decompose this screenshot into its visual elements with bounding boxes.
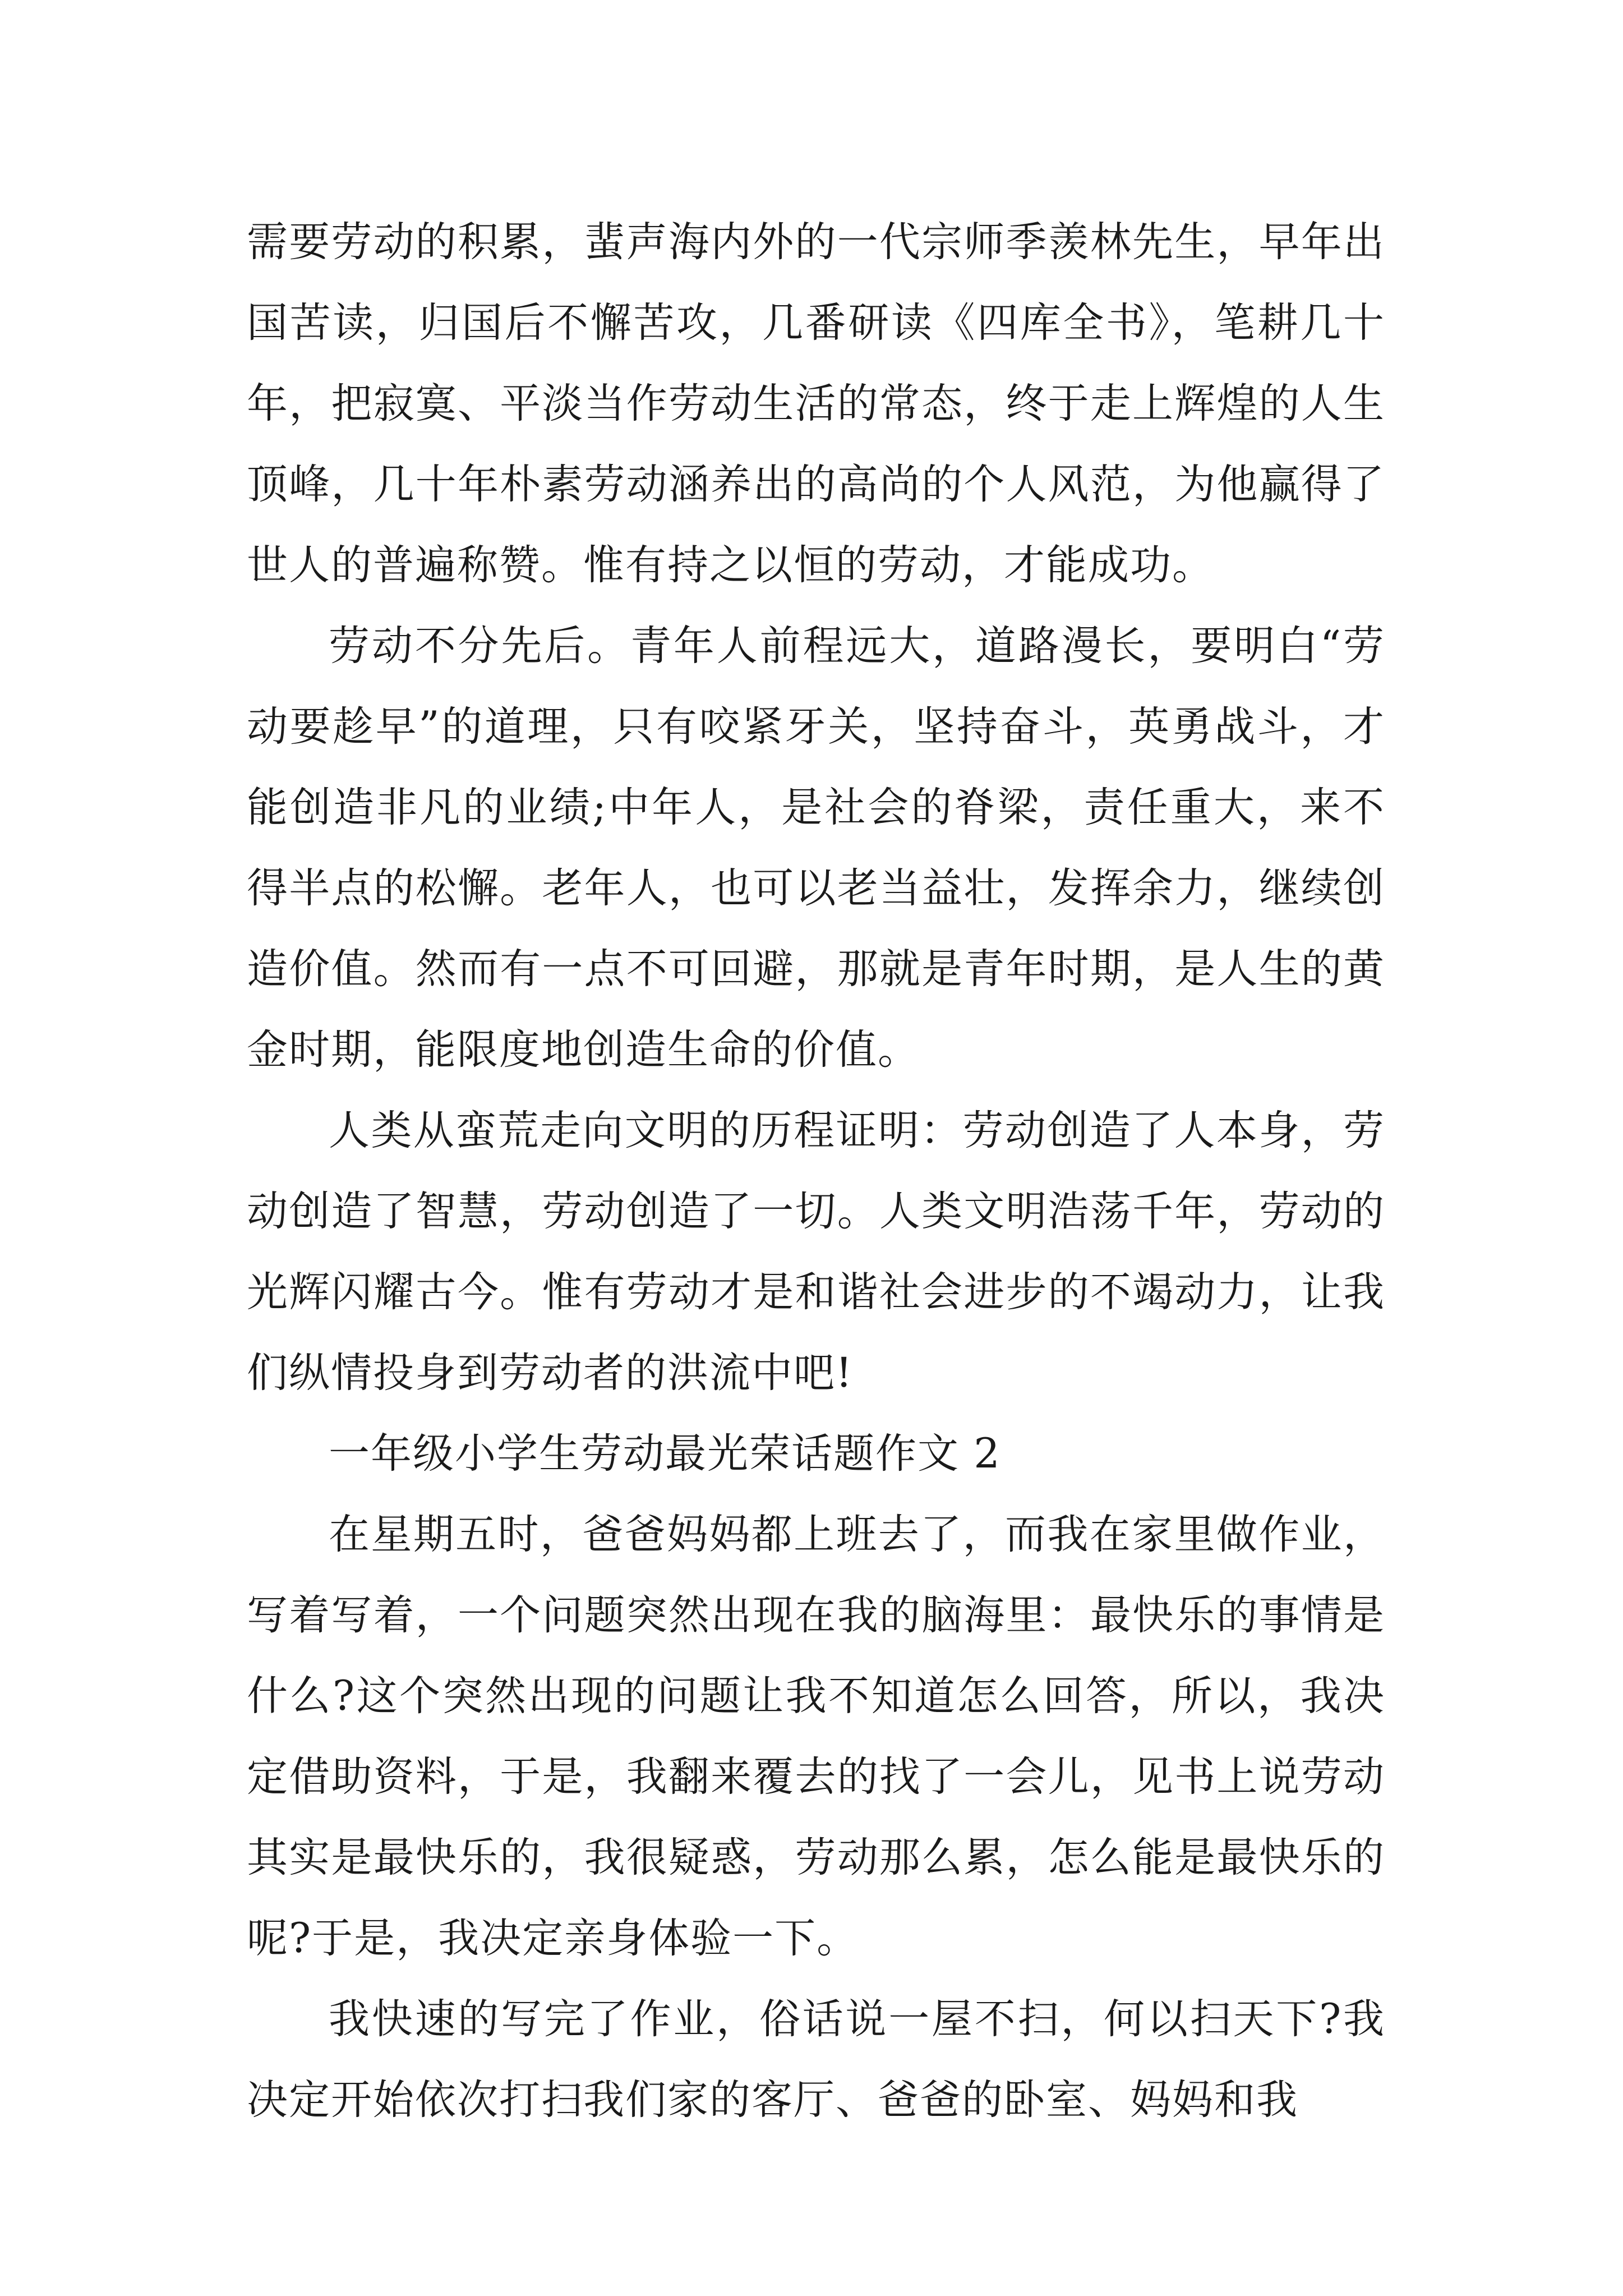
- paragraph-1: 需要劳动的积累，蜚声海内外的一代宗师季羡林先生，早年出国苦读，归国后不懈苦攻，几番研读《四库全书》，笔耕几十年，把寂寞、平淡当作劳动生活的常态，终于走上辉煌的人生顶峰，几十年朴素劳动涵养出的高尚的个人风范，为他赢得了世人的普遍称赞。惟有持之以恒的劳动，才能成功。: [247, 218, 1385, 589]
- section-heading: 一年级小学生劳动最光荣话题作文 2: [329, 1430, 1001, 1478]
- paragraph-5: 我快速的写完了作业，俗话说一屋不扫，何以扫天下?我决定开始依次打扫我们家的客厅、爸爸的卧室、妈妈和我: [247, 1995, 1385, 2124]
- paragraph-2: 劳动不分先后。青年人前程远大，道路漫长，要明白“劳动要趁早”的道理，只有咬紧牙关，坚持奋斗，英勇战斗，才能创造非凡的业绩;中年人，是社会的脊梁，责任重大，来不得半点的松懈。老年人，也可以老当益壮，发挥余力，继续创造价值。然而有一点不可回避，那就是青年时期，是人生的黄金时期，能限度地创造生命的价值。: [247, 622, 1385, 1074]
- paragraph-3: 人类从蛮荒走向文明的历程证明：劳动创造了人本身，劳动创造了智慧，劳动创造了一切。人类文明浩荡千年，劳动的光辉闪耀古今。惟有劳动才是和谐社会进步的不竭动力，让我们纵情投身到劳动者的洪流中吧!: [247, 1107, 1385, 1397]
- document-body: [247, 202, 1385, 2141]
- paragraph-4: 在星期五时，爸爸妈妈都上班去了，而我在家里做作业，写着写着，一个问题突然出现在我的脑海里：最快乐的事情是什么?这个突然出现的问题让我不知道怎么回答，所以，我决定借助资料，于是，我翻来覆去的找了一会儿，见书上说劳动其实是最快乐的，我很疑惑，劳动那么累，怎么能是最快乐的呢?于是，我决定亲身体验一下。: [247, 1511, 1385, 1962]
